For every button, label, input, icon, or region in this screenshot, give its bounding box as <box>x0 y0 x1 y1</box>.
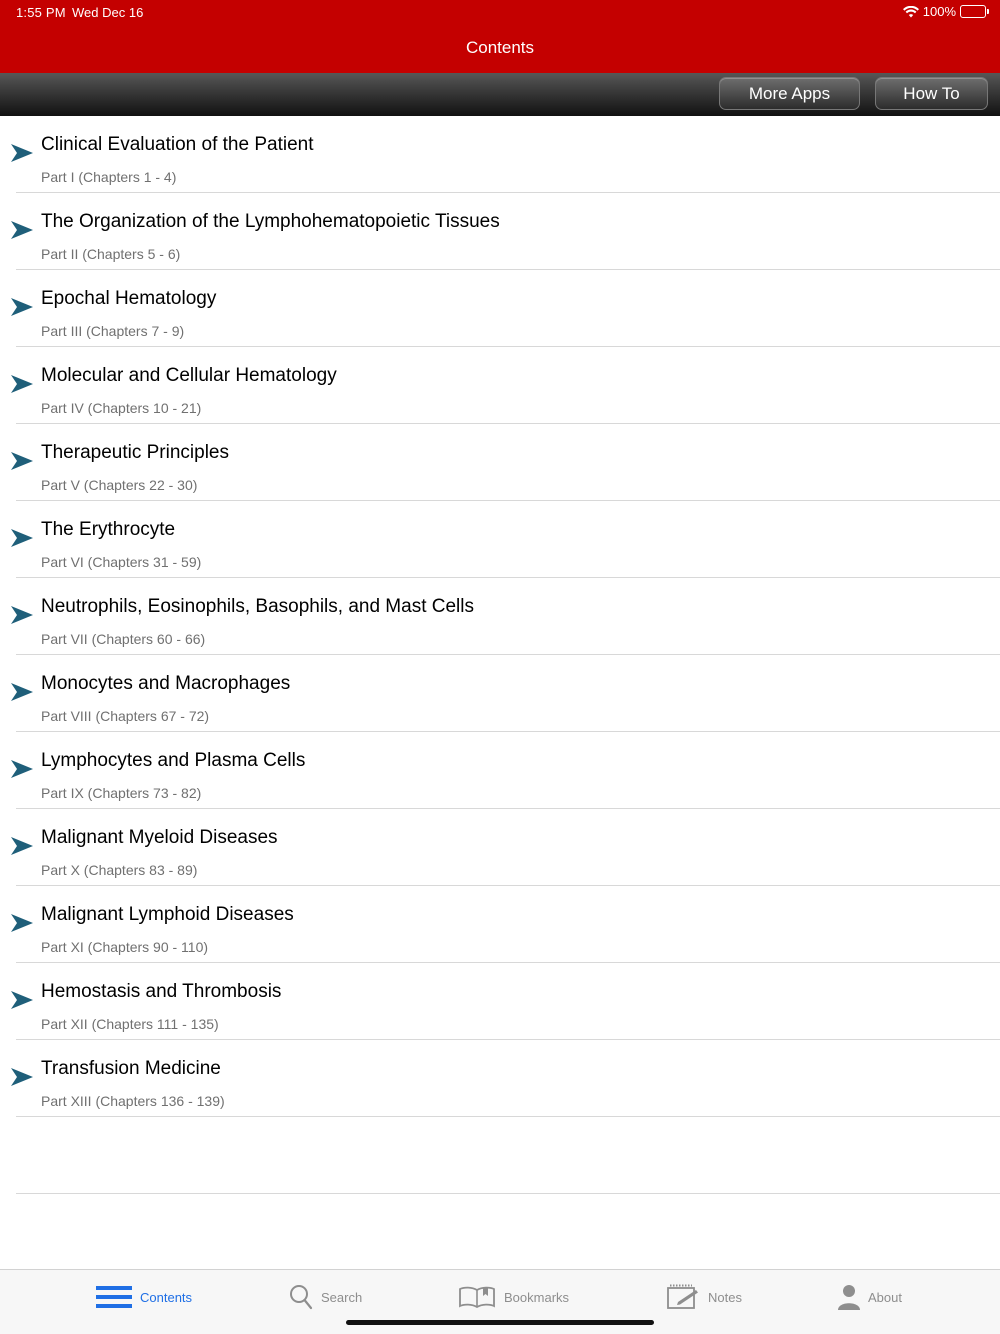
list-item[interactable] <box>0 347 1000 424</box>
empty-row <box>0 1117 1000 1194</box>
page-title: Contents <box>465 38 535 57</box>
battery-icon <box>960 5 986 18</box>
list-item-subtitle: Part XIII (Chapters 136 - 139) <box>41 1093 225 1109</box>
list-item-subtitle: Part VII (Chapters 60 - 66) <box>41 631 206 647</box>
tab-bookmarks[interactable] <box>458 1282 569 1312</box>
chevron-right-icon <box>10 526 34 550</box>
tab-about[interactable] <box>838 1282 902 1312</box>
list-item-title: Neutrophils, Eosinophils, Basophils, and Mast Cells <box>41 596 474 617</box>
chevron-right-icon <box>10 603 34 627</box>
chevron-right-icon <box>10 141 34 165</box>
chevron-right-icon <box>10 757 34 781</box>
list-item-subtitle: Part II (Chapters 5 - 6) <box>41 246 181 262</box>
list-item-subtitle: Part X (Chapters 83 - 89) <box>41 862 198 878</box>
person-icon <box>838 1284 860 1310</box>
list-item-title: Monocytes and Macrophages <box>41 673 291 694</box>
list-item-subtitle: Part I (Chapters 1 - 4) <box>41 169 177 185</box>
list-item[interactable] <box>0 501 1000 578</box>
chevron-right-icon <box>10 372 34 396</box>
list-item[interactable] <box>0 193 1000 270</box>
battery-percentage: 100% <box>922 4 956 19</box>
search-icon <box>289 1284 313 1310</box>
list-item[interactable] <box>0 1040 1000 1117</box>
chevron-right-icon <box>10 834 34 858</box>
more-apps-button[interactable]: More Apps <box>719 77 860 110</box>
list-item-subtitle: Part VIII (Chapters 67 - 72) <box>41 708 210 724</box>
list-item[interactable] <box>0 116 1000 193</box>
chevron-right-icon <box>10 680 34 704</box>
tab-label: Bookmarks <box>504 1289 570 1305</box>
list-item-title: Transfusion Medicine <box>41 1058 221 1079</box>
list-item[interactable] <box>0 424 1000 501</box>
list-item-title: The Organization of the Lymphohematopoietic Tissues <box>41 211 500 232</box>
list-item-subtitle: Part VI (Chapters 31 - 59) <box>41 554 202 570</box>
list-item[interactable] <box>0 270 1000 347</box>
list-item[interactable] <box>0 809 1000 886</box>
tab-search[interactable] <box>289 1282 362 1312</box>
list-item-title: Lymphocytes and Plasma Cells <box>41 750 306 771</box>
list-item[interactable] <box>0 963 1000 1040</box>
list-item-subtitle: Part IV (Chapters 10 - 21) <box>41 400 202 416</box>
list-item-title: The Erythrocyte <box>41 519 176 540</box>
chevron-right-icon <box>10 449 34 473</box>
chevron-right-icon <box>10 1065 34 1089</box>
list-icon <box>96 1285 132 1309</box>
list-item[interactable] <box>0 578 1000 655</box>
tab-label: About <box>868 1289 902 1305</box>
chevron-right-icon <box>10 295 34 319</box>
list-item[interactable] <box>0 732 1000 809</box>
list-item-subtitle: Part V (Chapters 22 - 30) <box>41 477 198 493</box>
list-item-title: Molecular and Cellular Hematology <box>41 365 337 386</box>
tab-contents[interactable] <box>96 1282 192 1312</box>
home-indicator[interactable] <box>346 1320 654 1325</box>
tab-label: Search <box>321 1289 363 1305</box>
list-item[interactable] <box>0 655 1000 732</box>
list-item-title: Clinical Evaluation of the Patient <box>41 134 314 155</box>
status-indicators <box>903 4 986 19</box>
toolbar <box>0 73 1000 116</box>
list-item[interactable] <box>0 886 1000 963</box>
chevron-right-icon <box>10 911 34 935</box>
book-icon <box>458 1286 496 1308</box>
navigation-header <box>0 0 1000 73</box>
list-item-title: Malignant Lymphoid Diseases <box>41 904 294 925</box>
list-item-subtitle: Part XI (Chapters 90 - 110) <box>41 939 209 955</box>
list-item-subtitle: Part IX (Chapters 73 - 82) <box>41 785 202 801</box>
list-item-title: Malignant Myeloid Diseases <box>41 827 278 848</box>
wifi-icon <box>903 6 919 18</box>
list-item-title: Epochal Hematology <box>41 288 217 309</box>
chevron-right-icon <box>10 988 34 1012</box>
list-item-subtitle: Part III (Chapters 7 - 9) <box>41 323 185 339</box>
tab-label: Notes <box>708 1289 742 1305</box>
chevron-right-icon <box>10 218 34 242</box>
list-item-title: Hemostasis and Thrombosis <box>41 981 282 1002</box>
tab-label: Contents <box>140 1289 193 1305</box>
how-to-button[interactable]: How To <box>875 77 988 110</box>
tab-notes[interactable] <box>666 1282 742 1312</box>
list-item-title: Therapeutic Principles <box>41 442 229 463</box>
contents-list <box>0 116 1000 1194</box>
status-date: Wed Dec 16 <box>72 5 144 20</box>
list-item-subtitle: Part XII (Chapters 111 - 135) <box>41 1016 219 1032</box>
status-time: 1:55 PM <box>16 5 66 20</box>
notes-icon <box>666 1284 700 1310</box>
